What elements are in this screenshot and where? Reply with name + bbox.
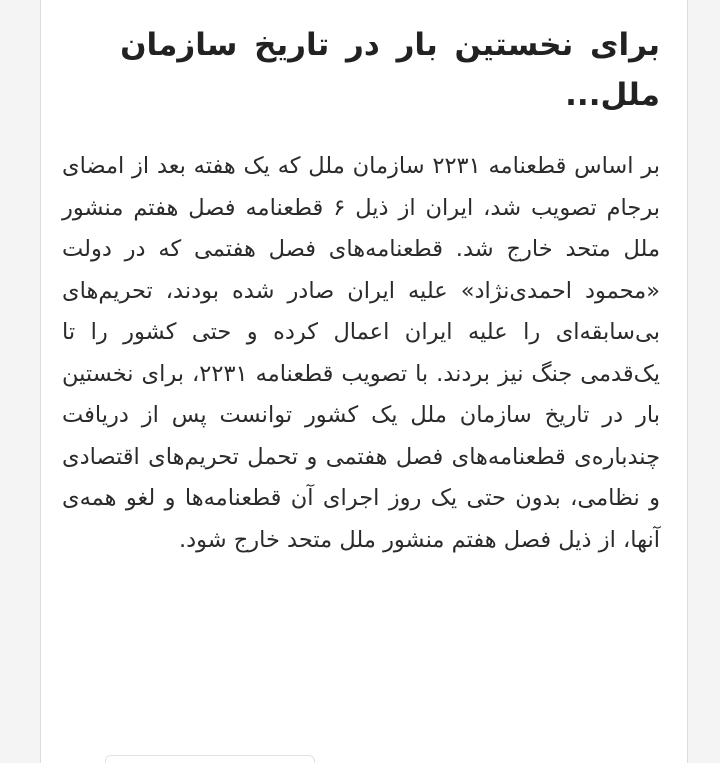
article-title: برای نخستین بار در تاریخ سازمان ملل...: [120, 27, 660, 113]
next-card-edge: [105, 755, 315, 763]
article-body: بر اساس قطعنامه ۲۲۳۱ سازمان ملل که یک هفته بعد از امضای برجام تصویب شد، ایران از ذیل ۶ قطعنامه فصل هفتم منشور ملل متحد خارج شد. قطعنامه‌های فصل هفتمی که در دولت «محمود احمدی‌نژاد» علیه ایران صادر شده بودند، تحریم‌های بی‌سابقه‌ای را علیه ایران اعمال کرده و حتی کشور را تا یک‌قدمی جنگ نیز بردند. با تصویب قطعنامه ۲۲۳۱، برای نخستین بار در تاریخ سازمان ملل یک کشور توانست پس از دریافت چندباره‌ی قطعنامه‌های فصل هفتمی و تحمل تحریم‌های اقتصادی و نظامی، بدون حتی یک روز اجرای آن قطعنامه‌ها و لغو همه‌ی آنها، از ذیل فصل هفتم منشور ملل متحد خارج شود.: [62, 153, 660, 553]
